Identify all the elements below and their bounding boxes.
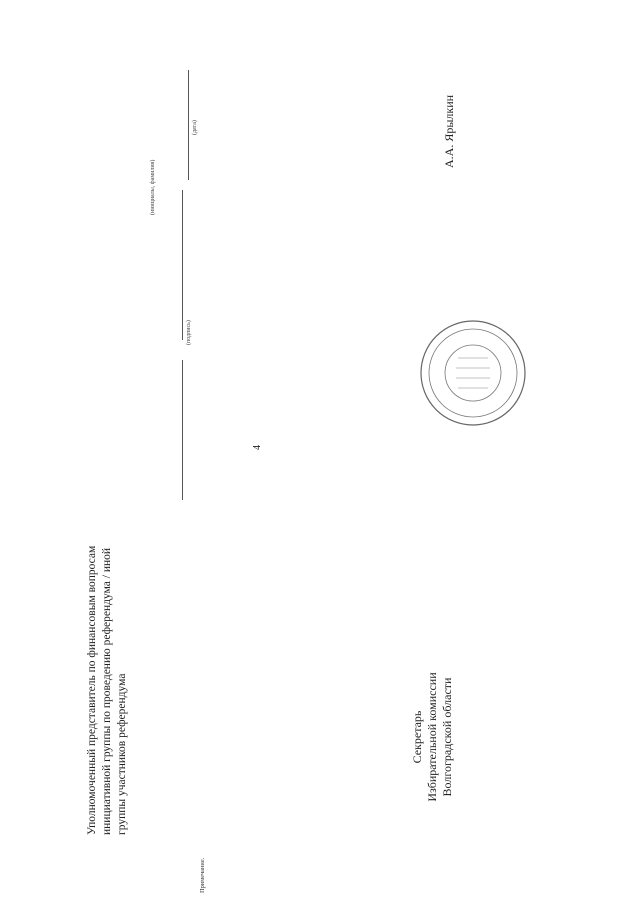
secretary-title-line: Избирательной комиссии — [425, 672, 439, 802]
notes-heading: Примечание. — [199, 857, 206, 893]
page-number: 4 — [252, 444, 263, 450]
title-line: Уполномоченный представитель по финансовым вопросам — [86, 545, 98, 835]
signature-line — [182, 360, 183, 500]
title-line: инициативной группы по проведению референдума / иной — [101, 547, 113, 835]
secretary-title — [410, 662, 455, 812]
secretary-name: А.А. Ярылкин — [442, 94, 456, 168]
secretary-title-line: Волгоградской области — [440, 677, 454, 797]
document-title — [85, 455, 130, 835]
official-stamp — [418, 318, 528, 428]
secretary-title-line: Секретарь — [410, 710, 424, 764]
initials-caption: (инициалы, фамилия) — [150, 159, 156, 215]
notes-section — [198, 33, 207, 893]
date-line — [188, 70, 189, 180]
initials-line — [182, 190, 183, 340]
date-caption: (дата) — [192, 120, 198, 135]
signature-caption: (подпись) — [186, 320, 192, 345]
title-line: группы участников референдума — [116, 673, 128, 835]
